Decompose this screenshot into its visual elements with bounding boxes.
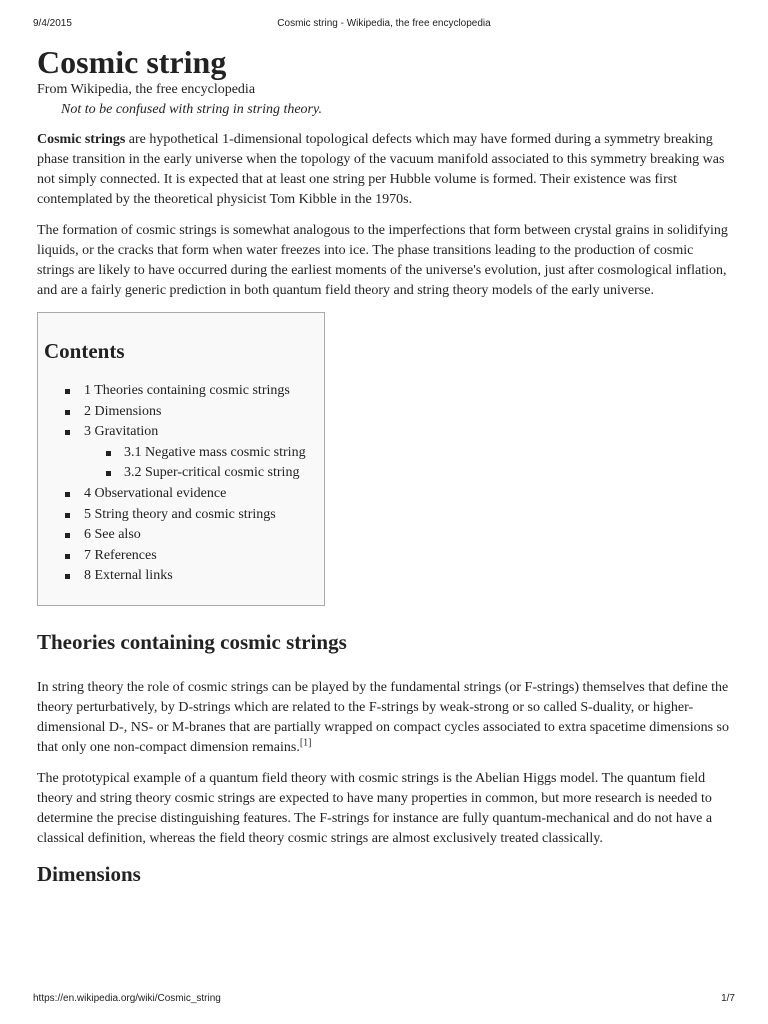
toc-item-references[interactable]: 7 References — [38, 546, 324, 567]
page-title: Cosmic string — [37, 44, 227, 80]
citation-link[interactable]: [1] — [299, 737, 312, 749]
toc-list — [38, 381, 324, 587]
theories-paragraph-1 — [37, 678, 731, 758]
article — [37, 44, 731, 910]
print-url: https://en.wikipedia.org/wiki/Cosmic_string — [33, 993, 221, 1004]
toc-item-super-critical[interactable]: 3.2 Super-critical cosmic string — [38, 463, 324, 484]
toc-item-theories[interactable]: 1 Theories containing cosmic strings — [38, 381, 324, 402]
toc-title: Contents — [44, 339, 125, 363]
table-of-contents — [37, 312, 325, 606]
site-subtitle: From Wikipedia, the free encyclopedia — [37, 82, 256, 97]
section-heading-dimensions: Dimensions — [37, 861, 141, 886]
print-date: 9/4/2015 — [33, 18, 72, 29]
print-page-number: 1/7 — [721, 993, 735, 1004]
intro-bold-term: Cosmic strings — [37, 132, 126, 147]
toc-item-negative-mass[interactable]: 3.1 Negative mass cosmic string — [38, 443, 324, 464]
print-header — [0, 18, 768, 32]
print-footer — [0, 993, 768, 1007]
toc-item-string-theory[interactable]: 5 String theory and cosmic strings — [38, 505, 324, 526]
hatnote[interactable]: Not to be confused with string in string theory. — [61, 102, 322, 117]
print-title: Cosmic string - Wikipedia, the free encyclopedia — [277, 18, 491, 29]
intro-text: are hypothetical 1-dimensional topological defects which may have formed during a symmetry breaking phase transition in the early universe when the topology of the vacuum manifold associated to this symmetry breaking was not simply connected. It is expected that at least one string per Hubble volume is formed. Their existence was first contemplated by the theoretical physicist Tom Kibble in the 1970s. — [37, 132, 725, 207]
theories-paragraph-2: The prototypical example of a quantum field theory with cosmic strings is the Abelian Higgs model. The quantum field theory and string theory cosmic strings are expected to have many properties in common, but more research is needed to determine the precise distinguishing features. The F-strings for instance are fully quantum-mechanical and do not have a classical definition, whereas the field theory cosmic strings are almost exclusively treated classically. — [37, 770, 713, 846]
theories-paragraph-1-text: In string theory the role of cosmic strings can be played by the fundamental strings (or F-strings) themselves that define the theory perturbatively, by D-strings which are related to the F-strings by weak-strong or so called S-duality, or higher-dimensional D-, NS- or M-branes that are partially wrapped on compact cycles associated to extra spacetime dimensions so that only one non-compact dimension remains. — [37, 679, 730, 755]
toc-item-external-links[interactable]: 8 External links — [38, 566, 324, 587]
toc-item-dimensions[interactable]: 2 Dimensions — [38, 402, 324, 423]
toc-item-observational[interactable]: 4 Observational evidence — [38, 484, 324, 505]
formation-paragraph: The formation of cosmic strings is somewhat analogous to the imperfections that form between crystal grains in solidifying liquids, or the cracks that form when water freezes into ice. The phase transitions leading to the production of cosmic strings are likely to have occurred during the earliest moments of the universe's evolution, just after cosmological inflation, and are a fairly generic prediction in both quantum field theory and string theory models of the early universe. — [37, 223, 728, 298]
toc-item-see-also[interactable]: 6 See also — [38, 525, 324, 546]
intro-paragraph — [37, 130, 731, 210]
toc-item-gravitation[interactable]: 3 Gravitation — [38, 422, 324, 443]
section-heading-theories: Theories containing cosmic strings — [37, 629, 347, 654]
